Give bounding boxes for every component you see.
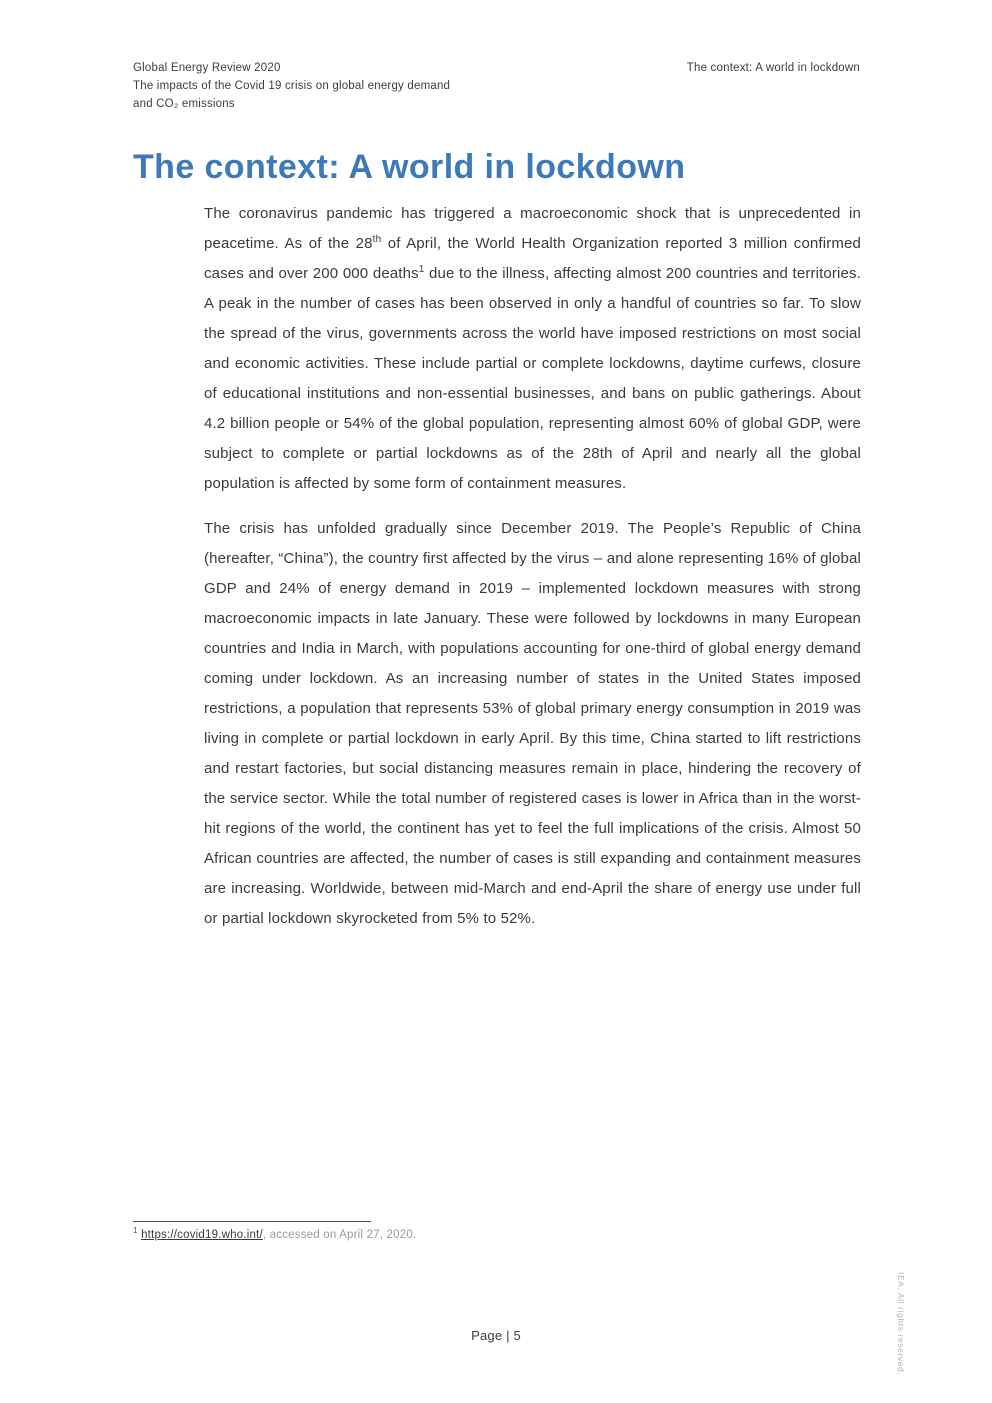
footnote-area	[133, 1221, 861, 1241]
paragraph-2: The crisis has unfolded gradually since December 2019. The People’s Republic of China (hereafter, “China”), the country first affected by the virus – and alone representing 16% of global GDP and 24% of energy demand in 2019 – implemented lockdown measures with strong macroeconomic impacts in late January. These were followed by lockdowns in many European countries and India in March, with populations accounting for one-third of global energy demand coming under lockdown. As an increasing number of states in the United States imposed restrictions, a population that represents 53% of global primary energy consumption in 2019 was living in complete or partial lockdown in early April. By this time, China started to lift restrictions and restart factories, but social distancing measures remain in place, hindering the recovery of the service sector. While the total number of registered cases is lower in Africa than in the worst-hit regions of the world, the continent has yet to feel the full implications of the crisis. Almost 50 African countries are affected, the number of cases is still expanding and containment measures are increasing. Worldwide, between mid-March and end-April the share of energy use under full or partial lockdown skyrocketed from 5% to 52%.	[204, 520, 861, 927]
header-chapter-title: The context: A world in lockdown	[686, 62, 860, 74]
paragraph-1-run-1: The coronavirus pandemic has triggered a macroeconomic shock that is unprecedented in peacetime. As of the 28	[204, 205, 861, 252]
ordinal-superscript: th	[372, 234, 382, 245]
footnote-text: , accessed on April 27, 2020.	[262, 1229, 417, 1241]
footnote-divider	[133, 1221, 371, 1222]
paragraph-1-run-2: of April, the World Health Organization reported 3 million confirmed cases and over 200 000 deaths	[204, 235, 862, 282]
body-text	[204, 199, 861, 934]
footnote-link[interactable]: https://covid19.who.int/	[141, 1229, 263, 1241]
footnote	[133, 1226, 861, 1241]
footnote-reference-marker: 1	[418, 264, 425, 275]
header-report-title: Global Energy Review 2020	[133, 62, 281, 74]
paragraph-1	[204, 199, 861, 499]
footnote-marker: 1	[133, 1226, 138, 1236]
page-number: Page | 5	[471, 1328, 521, 1343]
header-report-subtitle-line2: and CO₂ emissions	[133, 97, 235, 110]
header-report-info	[133, 60, 450, 113]
copyright-vertical-note: IEA. All rights reserved.	[896, 1272, 906, 1376]
paragraph-1-run-3: due to the illness, affecting almost 200 countries and territories. A peak in the number of cases has been observed in only a handful of countries so far. To slow the spread of the virus, governments across the world have imposed restrictions on most social and economic activities. These include partial or complete lockdowns, daytime curfews, closure of educational institutions and non-essential businesses, and bans on public gatherings. About 4.2 billion people or 54% of the global population, representing almost 60% of global GDP, were subject to complete or partial lockdowns as of the 28th of April and nearly all the global population is affected by some form of containment measures.	[204, 265, 861, 492]
header-report-subtitle-line1: The impacts of the Covid 19 crisis on global energy demand	[133, 79, 451, 92]
page-header	[133, 60, 860, 113]
page-title: The context: A world in lockdown	[133, 148, 686, 186]
